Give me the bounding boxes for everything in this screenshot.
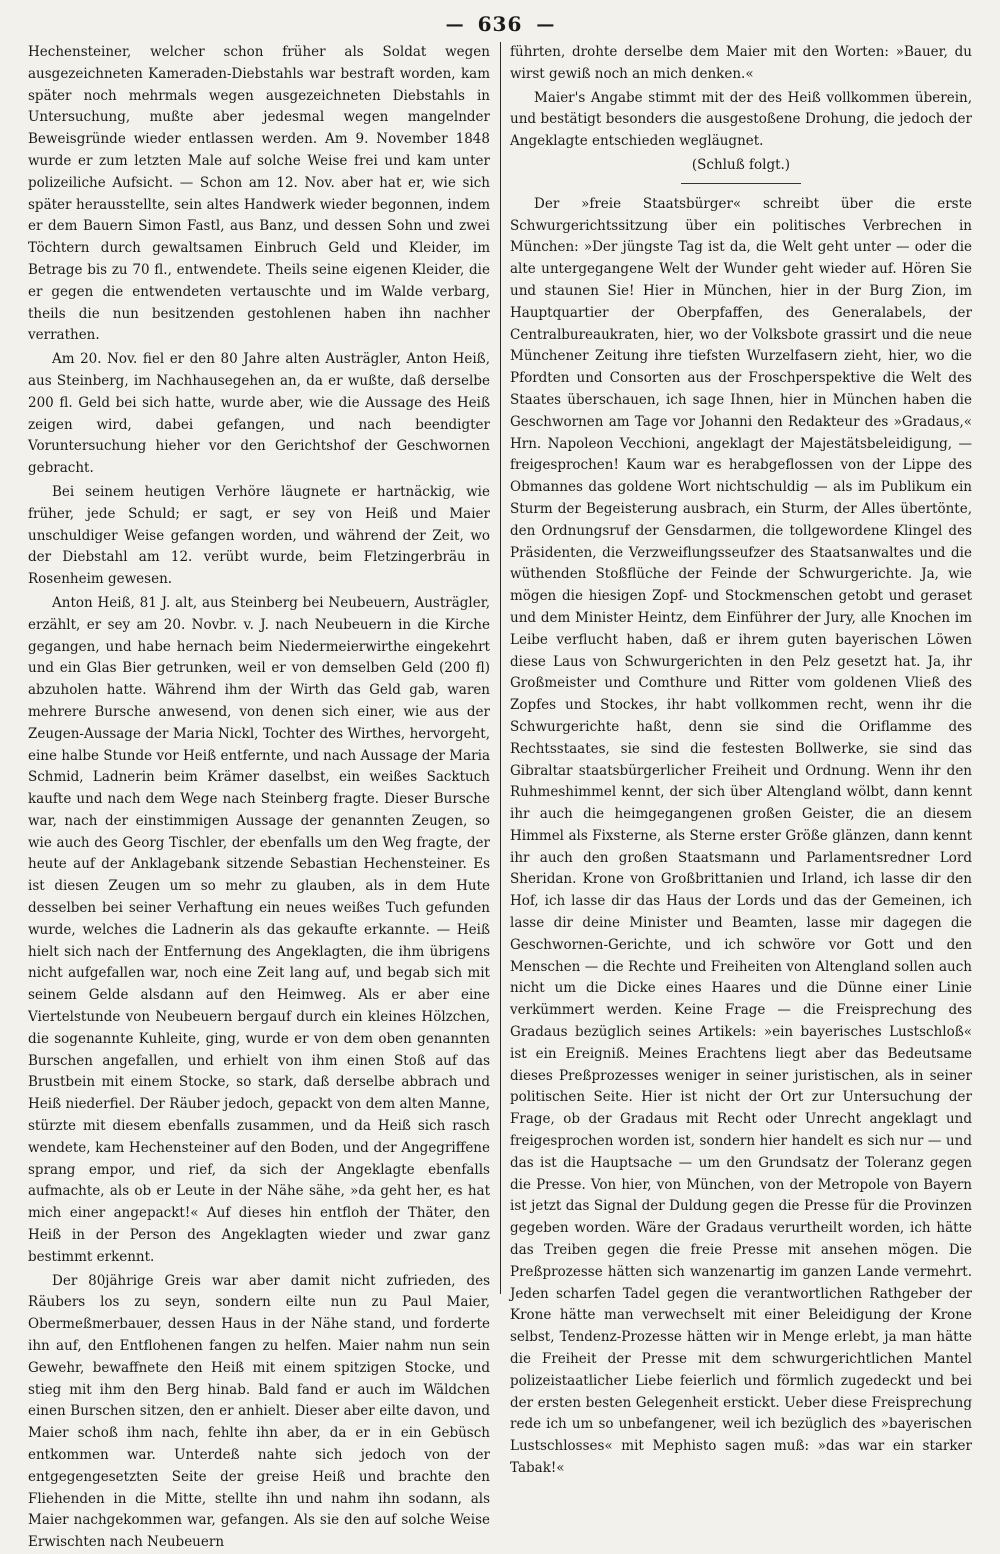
header-dash-right: —: [536, 13, 555, 35]
left-paragraph-3: Bei seinem heutigen Verhöre läugnete er hartnäckig, wie früher, jede Schuld; er sagt, er sey von Heiß und Maier unschuldiger Weise gefangen worden, und während der Zeit, wo der Diebstahl am 12. verübt wurde, beim Fletzingerbräu in Rosenheim gewesen.: [28, 483, 490, 588]
right-column: [510, 42, 972, 1476]
left-column: [28, 42, 490, 1551]
right-paragraph-3: Der »freie Staatsbürger« schreibt über die erste Schwurgerichtssitzung über ein politisches Verbrechen in München: »Der jüngste Tag ist da, die Welt geht unter — oder die alte untergegangene Welt der Wunder geht wieder auf. Hören Sie und staunen Sie! Hier in München, hier in der Burg Zion, im Hauptquartier der Oberpfaffen, des Generalabels, der Centralbureaukraten, hier, wo der Volksbote grassirt und die neue Münchener Zeitung ihre tiefsten Wurzelfasern zieht, hier, wo die Pfordten und Consorten aus der Froschperspektive die Welt des Staates überschauen, ich sage Ihnen, hier in München haben die Geschwornen am Tage vor Johanni den Redakteur des »Gradaus,« Hrn. Napoleon Vecchioni, angeklagt der Majestätsbeleidigung, — freigesprochen! Kaum war es herabgeflossen von der Lippe des Obmannes das goldene Wort nichtschuldig — als im Publikum ein Sturm der Begeisterung ausbrach, ein Sturm, der Alles übertönte, den Ordnungsruf der Gensdarmen, die tollgewordene Klingel des Präsidenten, die Verzweiflungsseufzer des Staatsanwaltes und die wüthenden Stoßflüche der Feinde der Schwurgerichte. Ja, wie mögen die hiesigen Zopf- und Stockmenschen getobt und geraset und dem Minister Heintz, dem Einführer der Jury, alle Knochen im Leibe verflucht haben, daß er ihrem guten bayerischen Löwen diese Laus von Schwurgerichten in den Pelz gesetzt hat. Ja, ihr Großmeister und Comthure und Ritter vom goldenen Vließ des Zopfes und Stockes, ihr habt vollkommen recht, wenn ihr die Schwurgerichte haßt, denn sie sind die Oriflamme des Rechtsstaates, sie sind die festesten Bollwerke, sie sind das Gibraltar staatsbürgerlicher Freiheit und Ordnung. Wenn ihr den Ruhmeshimmel kennt, der sich über Altengland wölbt, dann kennt ihr auch die heimgegangenen großen Geister, die an diesem Himmel als Fixsterne, als Sterne erster Größe glänzen, dann kennt ihr auch den großen Staatsmann und Parlamentsredner Lord Sheridan. Krone von Großbrittanien und Irland, ich lasse dir den Hof, ich lasse dir das Haus der Lords und das der Gemeinen, ich lasse dir deine Minister und Beamten, lasse mir dagegen die Geschwornen-Gerichte, und ich schwöre vor Gott und den Menschen — die Rechte und Freiheiten von Altengland sollen auch nicht um die Dicke eines Haares und die Dünne einer Linie verkümmert werden. Keine Frage — die Freisprechung des Gradaus bezüglich seines Artikels: »ein bayerisches Lustschloß« ist ein Ereigniß. Meines Erachtens liegt aber das Bedeutsame dieses Preßprozesses weniger in seiner juristischen, als in seiner politischen Seite. Hier ist nicht der Ort zur Untersuchung der Frage, ob der Gradaus mit Recht oder Unrecht angeklagt und freigesprochen worden ist, sondern hier handelt es sich nur — und das ist die Hauptsache — um den Grundsatz der Toleranz gegen die Presse. Von hier, von München, von der Metropole von Bayern ist jetzt das Signal der Duldung gegen die Presse für die Provinzen gegeben worden. Wäre der Gradaus verurtheilt worden, ich hätte das Treiben gegen die freie Presse mit ansehen mögen. Die Preßprozesse hätten sich wanzenartig im ganzen Lande vermehrt. Jeden scharfen Tadel gegen die verantwortlichen Rathgeber der Krone hätte man verwechselt mit einer Beleidigung der Krone selbst, Tendenz-Prozesse hätten wir in Menge erlebt, ja man hätte die Freiheit der Presse mit dem schwurgerichtlichen Mantel polizeistaatlicher Liebe feierlich und förmlich zugedeckt und bei der ersten besten Gelegenheit erstickt. Ueber diese Freisprechung rede ich um so unbefangener, weil ich bezüglich des »bayerischen Lustschlosses« mit Mephisto sagen muß: »das war ein starker Tabak!«: [510, 195, 972, 1476]
page-header: [0, 8, 1000, 40]
right-paragraph-2: Maier's Angabe stimmt mit der des Heiß vollkommen überein, und bestätigt besonders die ausgestoßene Drohung, die jedoch der Angeklagte entschieden wegläugnet.: [510, 89, 972, 150]
left-paragraph-1: Hechensteiner, welcher schon früher als Soldat wegen ausgezeichneten Kameraden-Diebstahls war bestraft worden, kam später noch mehrmals wegen ausgezeichneten Diebstahls in Untersuchung, mußte aber jedesmal wegen mangelnder Beweisgründe wieder entlassen werden. Am 9. November 1848 wurde er zum letzten Male auf solche Weise frei und kam unter polizeiliche Aufsicht. — Schon am 12. Nov. aber hat er, wie sich später herausstellte, sein altes Handwerk wieder begonnen, indem er dem Bauern Simon Fastl, aus Banz, und dessen Sohn und zwei Töchtern durch gewaltsamen Einbruch Geld und Kleider, im Betrage bis zu 70 fl., entwendete. Theils seine eigenen Kleider, die er gegen die entwendeten vertauschte und im Walde verbarg, theils die nun besitzenden gestohlenen haben ihn nachher verrathen.: [28, 44, 490, 344]
left-paragraph-5: Der 80jährige Greis war aber damit nicht zufrieden, des Räubers los zu seyn, sondern eilte nun zu Paul Maier, Obermeßmerbauer, dessen Haus in der Nähe stand, und forderte ihn auf, den Entflohenen fangen zu helfen. Maier nahm nun sein Gewehr, bewaffnete den Heiß mit einem spitzigen Stocke, und stieg mit ihm den Berg hinab. Bald fand er auch im Wäldchen einen Burschen sitzen, den er anhielt. Dieser aber eilte davon, und Maier schoß ihm nach, fehlte ihn aber, da er in ein Gebüsch entkommen war. Unterdeß nahte sich jedoch von der entgegengesetzten Seite der greise Heiß und brachte den Fliehenden in die Mitte, stellte ihn und nahm ihn sodann, als Maier nachgekommen war, gefangen. Als sie den auf solche Weise Erwischten nach Neubeuern: [28, 1272, 490, 1551]
section-rule: [681, 183, 801, 184]
continuation-note: (Schluß folgt.): [691, 156, 791, 173]
left-paragraph-4: Anton Heiß, 81 J. alt, aus Steinberg bei Neubeuern, Austrägler, erzählt, er sey am 20. Novbr. v. J. nach Neubeuern in die Kirche gegangen, und habe hernach beim Niedermeierwirthe eingekehrt und ein Glas Bier getrunken, weil er von demselben Geld (200 fl) abzuholen hatte. Während ihm der Wirth das Geld gab, waren mehrere Bursche anwesend, von denen sich einer, wie aus der Zeugen-Aussage der Maria Nickl, Tochter des Wirthes, hervorgeht, eine halbe Stunde vor Heiß entfernte, und nach Aussage der Maria Schmid, Ladnerin beim Krämer daselbst, ein weißes Sacktuch kaufte und nach dem Wege nach Steinberg fragte. Dieser Bursche war, nach der einstimmigen Aussage der genannten Zeugen, so wie auch des Georg Tischler, der ebenfalls um den Weg fragte, der heute auf der Anklagebank sitzende Sebastian Hechensteiner. Es ist diesen Zeugen um so mehr zu glauben, als in dem Hute desselben bei seiner Verhaftung ein neues weißes Tuch gefunden wurde, welches die Ladnerin als das gekaufte erkannte. — Heiß hielt sich nach der Entfernung des Angeklagten, die ihm übrigens nicht aufgefallen war, noch eine Zeit lang auf, und begab sich mit seinem Gelde alsdann auf den Heimweg. Als er aber eine Viertelstunde von Neubeuern bergauf durch ein kleines Hölzchen, die sogenannte Kuhleite, ging, wurde er von dem oben genannten Burschen angefallen, und erhielt von ihm einen Stoß auf das Brustbein mit einem Stocke, so stark, daß derselbe abbrach und Heiß niederfiel. Der Räuber jedoch, gepackt von dem alten Manne, stürzte mit diesem ebenfalls zusammen, und da Heiß sich rasch wendete, kam Hechensteiner auf den Boden, und der Angegriffene sprang empor, und rief, da sich der Angeklagte ebenfalls aufmachte, als ob er Leute in der Nähe sähe, »da geht her, es hat mich einer angepackt!« Auf dieses hin entfloh der Thäter, den Heiß in der Person des Angeklagten wieder und zwar ganz bestimmt erkennt.: [28, 594, 490, 1265]
right-paragraph-1: führten, drohte derselbe dem Maier mit den Worten: »Bauer, du wirst gewiß noch an mich denken.«: [510, 44, 972, 82]
column-divider: [500, 42, 501, 1294]
header-dash-left: —: [445, 13, 464, 35]
page-number: 636: [477, 12, 523, 36]
left-paragraph-2: Am 20. Nov. fiel er den 80 Jahre alten Austrägler, Anton Heiß, aus Steinberg, im Nachhausegehen an, da er wußte, daß derselbe 200 fl. Geld bei sich hatte, wurde aber, wie die Aussage des Heiß zeigen wird, dabei gefangen, und nach beendigter Voruntersuchung hieher vor den Gerichtshof der Geschwornen gebracht.: [28, 351, 490, 477]
